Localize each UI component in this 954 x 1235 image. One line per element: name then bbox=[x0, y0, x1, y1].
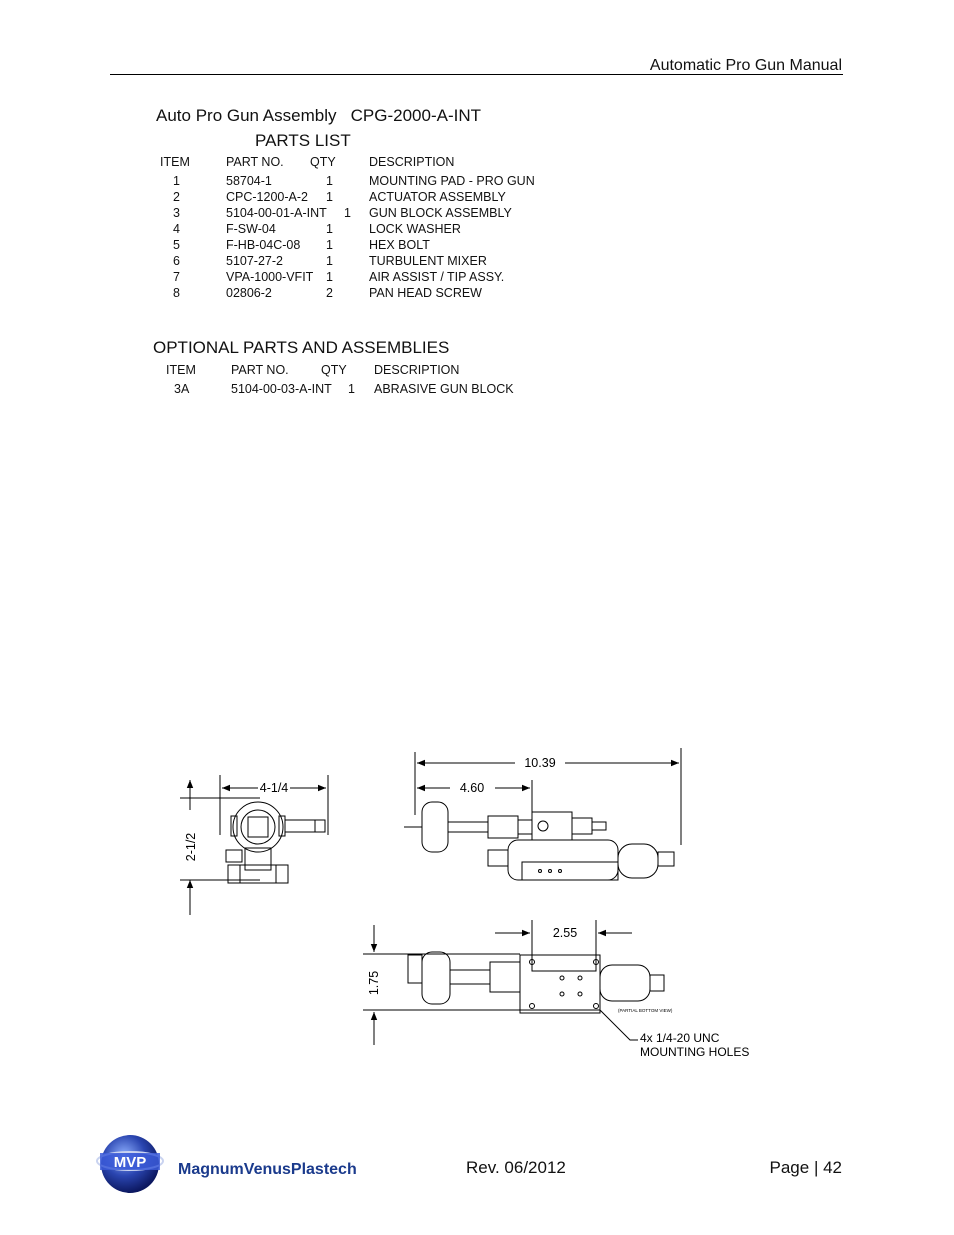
column-header-item: ITEM bbox=[166, 363, 196, 377]
column-header-part-no: PART NO. bbox=[226, 155, 284, 169]
qty-cell: 1 bbox=[348, 382, 355, 396]
dim-partial-length: 4.60 bbox=[459, 781, 485, 795]
manual-title: Automatic Pro Gun Manual bbox=[649, 57, 842, 74]
column-header-description: DESCRIPTION bbox=[369, 155, 455, 169]
qty-cell: 1 bbox=[326, 222, 333, 236]
item-cell: 7 bbox=[173, 270, 180, 284]
description-cell: LOCK WASHER bbox=[369, 222, 461, 236]
revision-date: Rev. 06/2012 bbox=[466, 1158, 566, 1177]
dim-hole-spacing: 2.55 bbox=[552, 926, 578, 940]
part-no-cell: CPC-1200-A-2 bbox=[226, 190, 308, 204]
column-header-description: DESCRIPTION bbox=[374, 363, 460, 377]
description-cell: GUN BLOCK ASSEMBLY bbox=[369, 206, 512, 220]
column-header-qty: QTY bbox=[321, 363, 347, 377]
qty-cell: 1 bbox=[326, 270, 333, 284]
parts-list-heading: PARTS LIST bbox=[255, 131, 351, 150]
dim-front-height: 2-1/2 bbox=[184, 832, 198, 862]
bottom-view bbox=[363, 920, 664, 1045]
item-cell: 6 bbox=[173, 254, 180, 268]
part-no-cell: 5104-00-01-A-INT bbox=[226, 206, 327, 220]
qty-cell: 1 bbox=[326, 174, 333, 188]
header-divider bbox=[110, 74, 843, 75]
page-number: Page | 42 bbox=[769, 1158, 842, 1177]
description-cell: ACTUATOR ASSEMBLY bbox=[369, 190, 506, 204]
optional-parts-heading: OPTIONAL PARTS AND ASSEMBLIES bbox=[153, 338, 450, 357]
part-no-cell: 5104-00-03-A-INT bbox=[231, 382, 332, 396]
qty-cell: 1 bbox=[326, 190, 333, 204]
part-no-cell: 5107-27-2 bbox=[226, 254, 283, 268]
gun-dimension-drawing bbox=[160, 740, 780, 1070]
assembly-title: Auto Pro Gun Assembly CPG-2000-A-INT bbox=[156, 106, 482, 125]
item-cell: 4 bbox=[173, 222, 180, 236]
item-cell: 2 bbox=[173, 190, 180, 204]
description-cell: AIR ASSIST / TIP ASSY. bbox=[369, 270, 505, 284]
mounting-holes-note-line1: 4x 1/4-20 UNC bbox=[640, 1031, 720, 1045]
part-no-cell: VPA-1000-VFIT bbox=[226, 270, 314, 284]
item-cell: 3 bbox=[173, 206, 180, 220]
front-view bbox=[180, 775, 328, 915]
qty-cell: 1 bbox=[326, 238, 333, 252]
dim-hole-height: 1.75 bbox=[367, 970, 381, 996]
partial-bottom-view-label: (PARTIAL BOTTOM VIEW) bbox=[618, 1008, 673, 1013]
mounting-holes-note-line2: MOUNTING HOLES bbox=[640, 1045, 750, 1059]
qty-cell: 1 bbox=[344, 206, 351, 220]
part-no-cell: 02806-2 bbox=[226, 286, 272, 300]
column-header-qty: QTY bbox=[310, 155, 336, 169]
item-cell: 3A bbox=[174, 382, 190, 396]
item-cell: 5 bbox=[173, 238, 180, 252]
qty-cell: 1 bbox=[326, 254, 333, 268]
item-cell: 8 bbox=[173, 286, 180, 300]
dim-overall-length: 10.39 bbox=[524, 756, 556, 770]
item-cell: 1 bbox=[173, 174, 180, 188]
mvp-logo bbox=[96, 1133, 386, 1195]
qty-cell: 2 bbox=[326, 286, 333, 300]
part-no-cell: 58704-1 bbox=[226, 174, 272, 188]
description-cell: HEX BOLT bbox=[369, 238, 430, 252]
column-header-item: ITEM bbox=[160, 155, 190, 169]
brand-name: MagnumVenusPlastech bbox=[178, 1161, 357, 1178]
description-cell: PAN HEAD SCREW bbox=[369, 286, 482, 300]
description-cell: MOUNTING PAD - PRO GUN bbox=[369, 174, 535, 188]
description-cell: ABRASIVE GUN BLOCK bbox=[374, 382, 514, 396]
description-cell: TURBULENT MIXER bbox=[369, 254, 487, 268]
column-header-part-no: PART NO. bbox=[231, 363, 289, 377]
part-no-cell: F-SW-04 bbox=[226, 222, 276, 236]
logo-mark-text: MVP bbox=[113, 1154, 147, 1171]
part-no-cell: F-HB-04C-08 bbox=[226, 238, 301, 252]
dim-front-width: 4-1/4 bbox=[259, 781, 289, 795]
